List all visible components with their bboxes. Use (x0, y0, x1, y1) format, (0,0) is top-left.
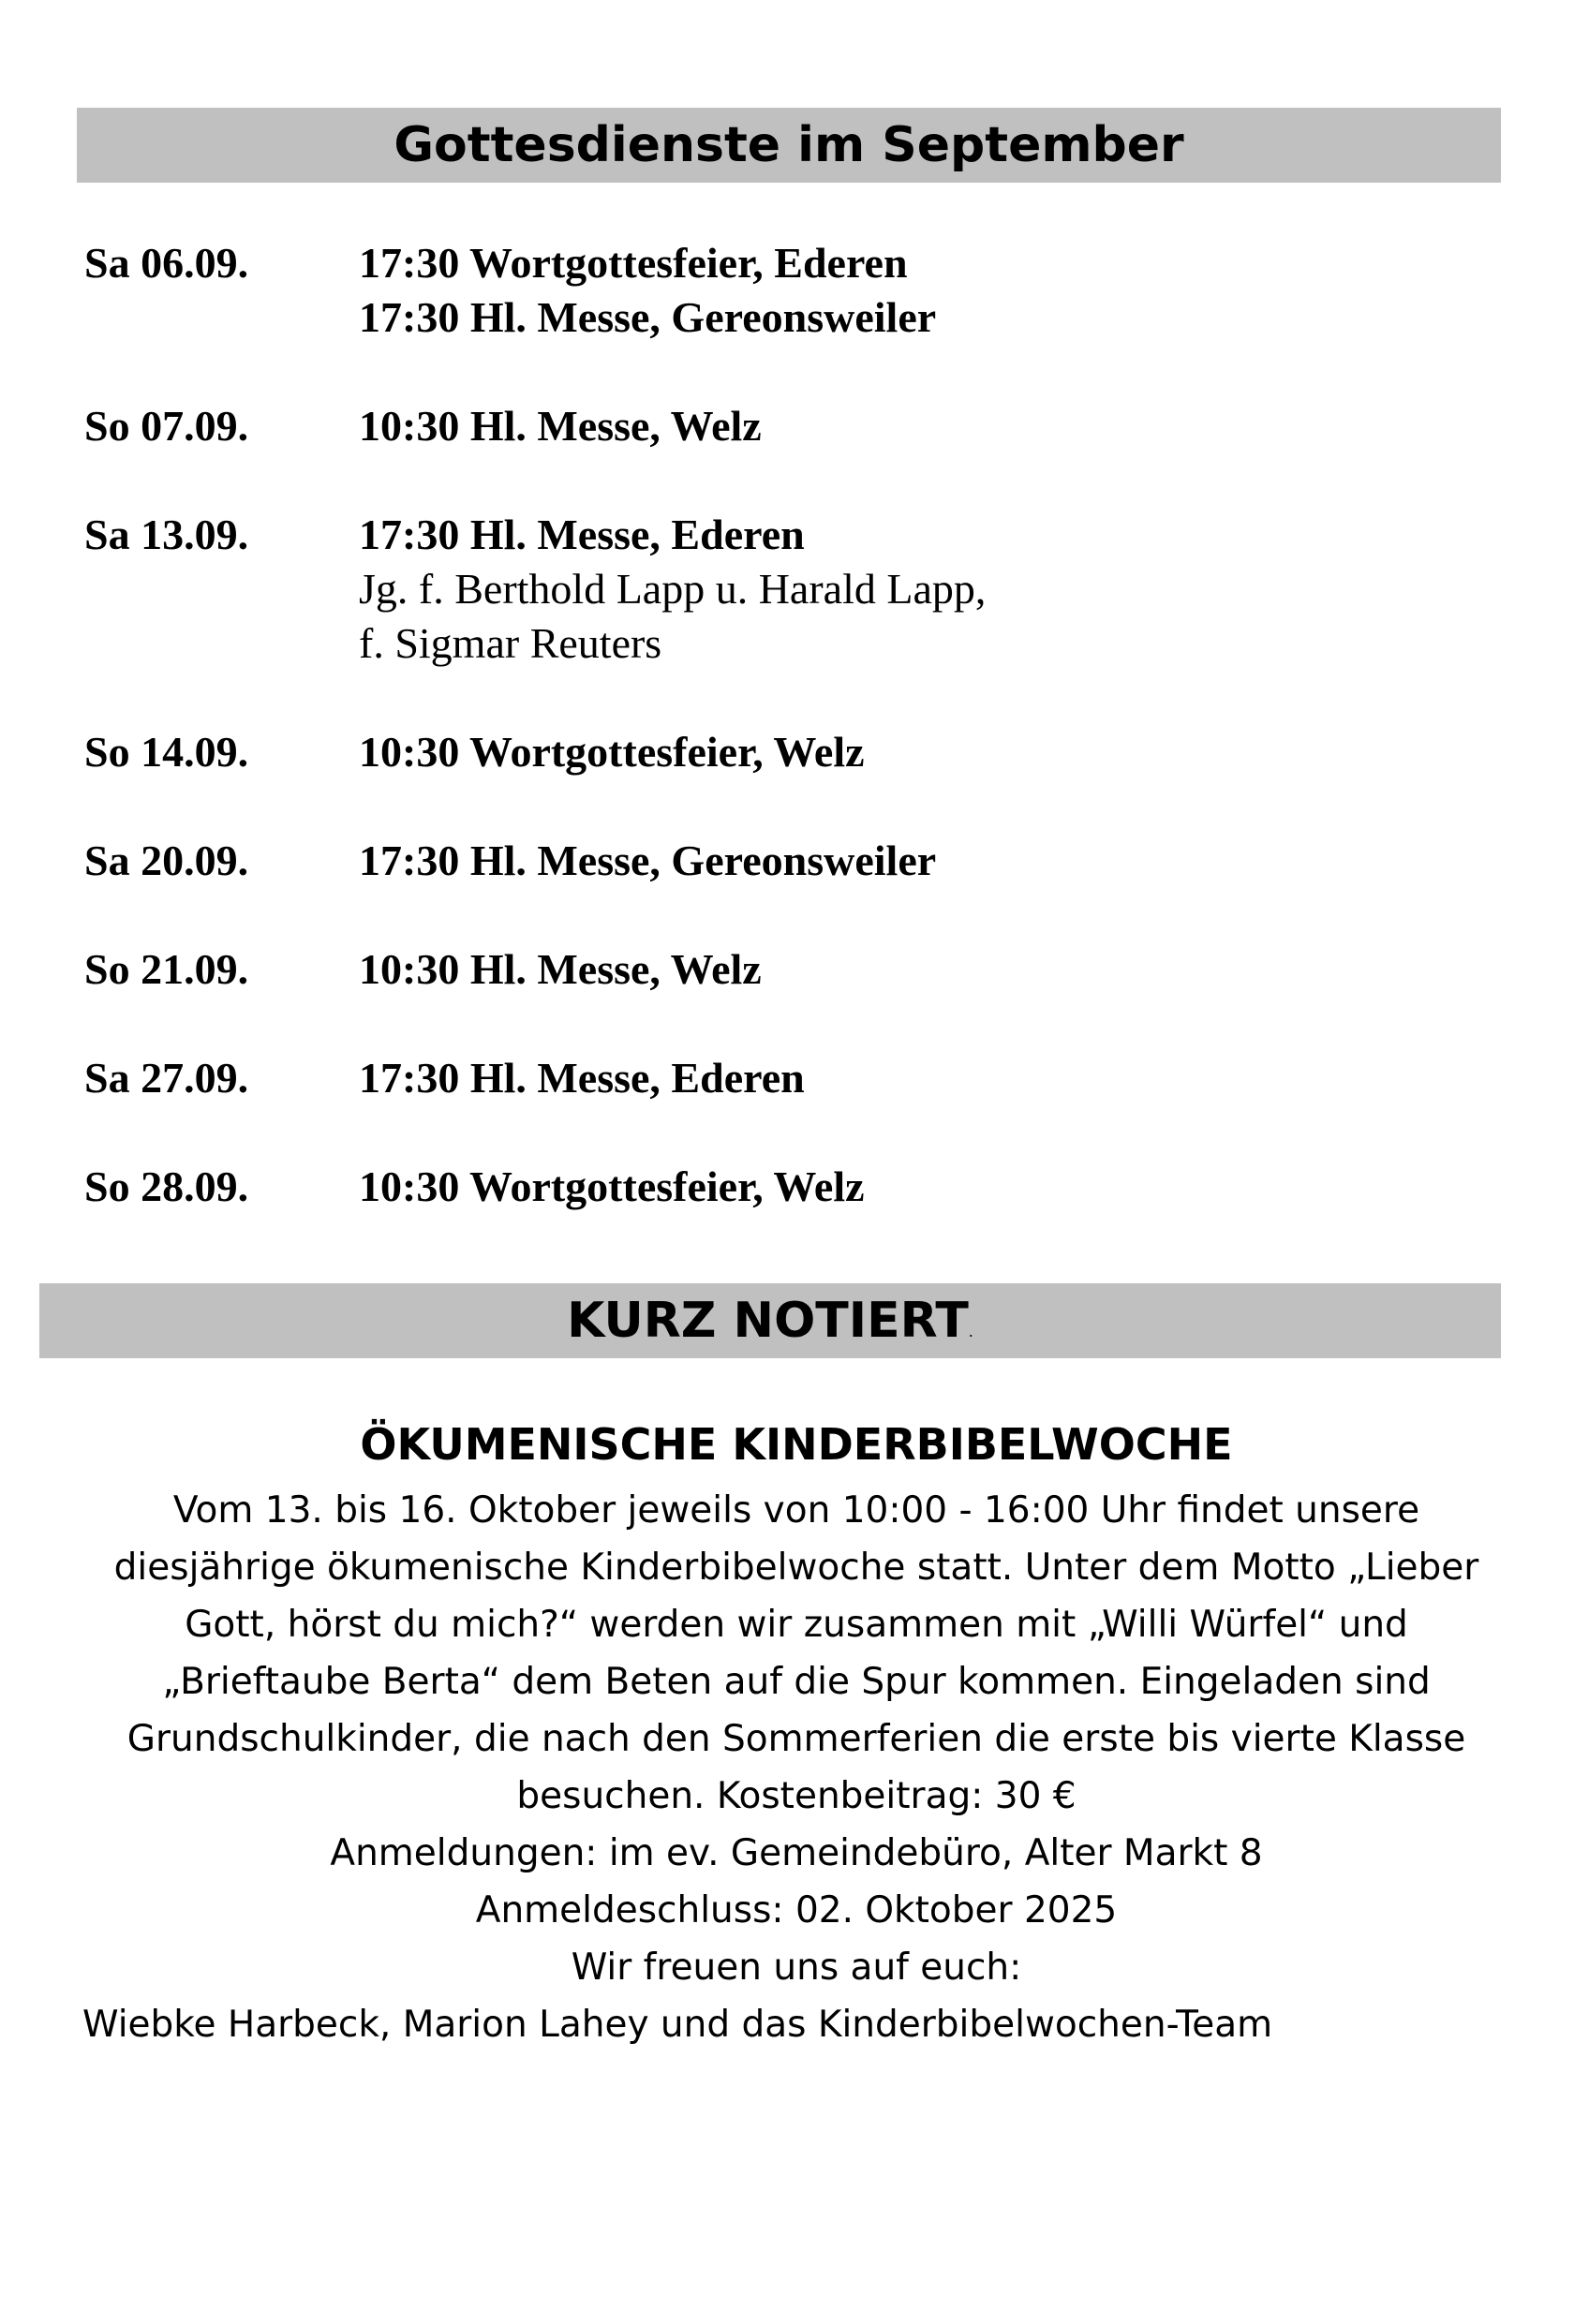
entry-lines (359, 725, 1471, 779)
notice-deadline: Anmeldeschluss: 02. Oktober 2025 (475, 1889, 1118, 1932)
schedule-entry (84, 508, 1471, 671)
section-header-kurz-notiert (39, 1283, 1501, 1358)
intention-line: Jg. f. Berthold Lapp u. Harald Lapp, (359, 565, 987, 613)
section-header-gottesdienste (77, 108, 1501, 183)
entry-lines (359, 834, 1471, 888)
entry-lines (359, 1160, 1471, 1214)
entry-date: So 28.09. (84, 1162, 249, 1210)
entry-date: Sa 06.09. (84, 239, 249, 287)
schedule-entry (84, 399, 1471, 453)
entry-date: So 14.09. (84, 728, 249, 776)
entry-date: Sa 13.09. (84, 511, 249, 558)
entry-date: So 21.09. (84, 945, 249, 993)
entry-lines (359, 942, 1471, 997)
notice-body (66, 1482, 1527, 1825)
service-line: 17:30 Wortgottesfeier, Ederen (359, 239, 908, 287)
service-line: 17:30 Hl. Messe, Gereonsweiler (359, 836, 937, 884)
service-line: 10:30 Wortgottesfeier, Welz (359, 728, 865, 776)
notice-body-text: jeweils von 10:00 - 16:00 Uhr findet unsere diesjährige ökumenische Kinderbibelwoche statt. Unter dem Motto „Lieber Gott, hörst du mich?“ werden wir zusammen mit „Willi Würfel“ und „Brieftaube Berta“ dem Beten auf die Spur kommen. Eingeladen sind Grundschulkinder, die nach den Sommerferien die erste bis vierte Klasse besuchen. Kostenbeitrag: 30 € (113, 1489, 1479, 1817)
notice-signature: Wiebke Harbeck, Marion Lahey und das Kinderbibelwochen-Team (82, 2004, 1273, 2046)
entry-date: Sa 27.09. (84, 1054, 249, 1102)
entry-lines (359, 508, 1471, 671)
entry-lines (359, 399, 1471, 453)
service-line: 17:30 Hl. Messe, Gereonsweiler (359, 293, 937, 341)
notice-closing: Wir freuen uns auf euch: (571, 1947, 1022, 1989)
service-line: 10:30 Hl. Messe, Welz (359, 402, 762, 450)
notice-title: ÖKUMENISCHE KINDERBIBELWOCHE (360, 1419, 1233, 1470)
trailing-dot: . (968, 1323, 973, 1340)
schedule-entry (84, 725, 1471, 779)
service-line: 10:30 Hl. Messe, Welz (359, 945, 762, 993)
schedule-entry (84, 1160, 1471, 1214)
notice-registration: Anmeldungen: im ev. Gemeindebüro, Alter Markt 8 (330, 1832, 1263, 1874)
notice-lead: Vom 13. bis 16. Oktober (172, 1489, 616, 1532)
entry-date: Sa 20.09. (84, 836, 249, 884)
section-title: Gottesdienste im September (394, 117, 1184, 173)
schedule-entry (84, 236, 1471, 345)
entry-lines (359, 236, 1471, 345)
intention-line: f. Sigmar Reuters (359, 619, 662, 667)
schedule-entry (84, 942, 1471, 997)
schedule-entry (84, 1051, 1471, 1105)
service-line: 17:30 Hl. Messe, Ederen (359, 511, 805, 558)
schedule-entry (84, 834, 1471, 888)
notice-kinderbibelwoche (66, 1407, 1527, 2053)
entry-date: So 07.09. (84, 402, 249, 450)
entry-lines (359, 1051, 1471, 1105)
service-line: 17:30 Hl. Messe, Ederen (359, 1054, 805, 1102)
section-title: KURZ NOTIERT (567, 1293, 969, 1349)
service-line: 10:30 Wortgottesfeier, Welz (359, 1162, 865, 1210)
service-schedule (84, 236, 1471, 1268)
